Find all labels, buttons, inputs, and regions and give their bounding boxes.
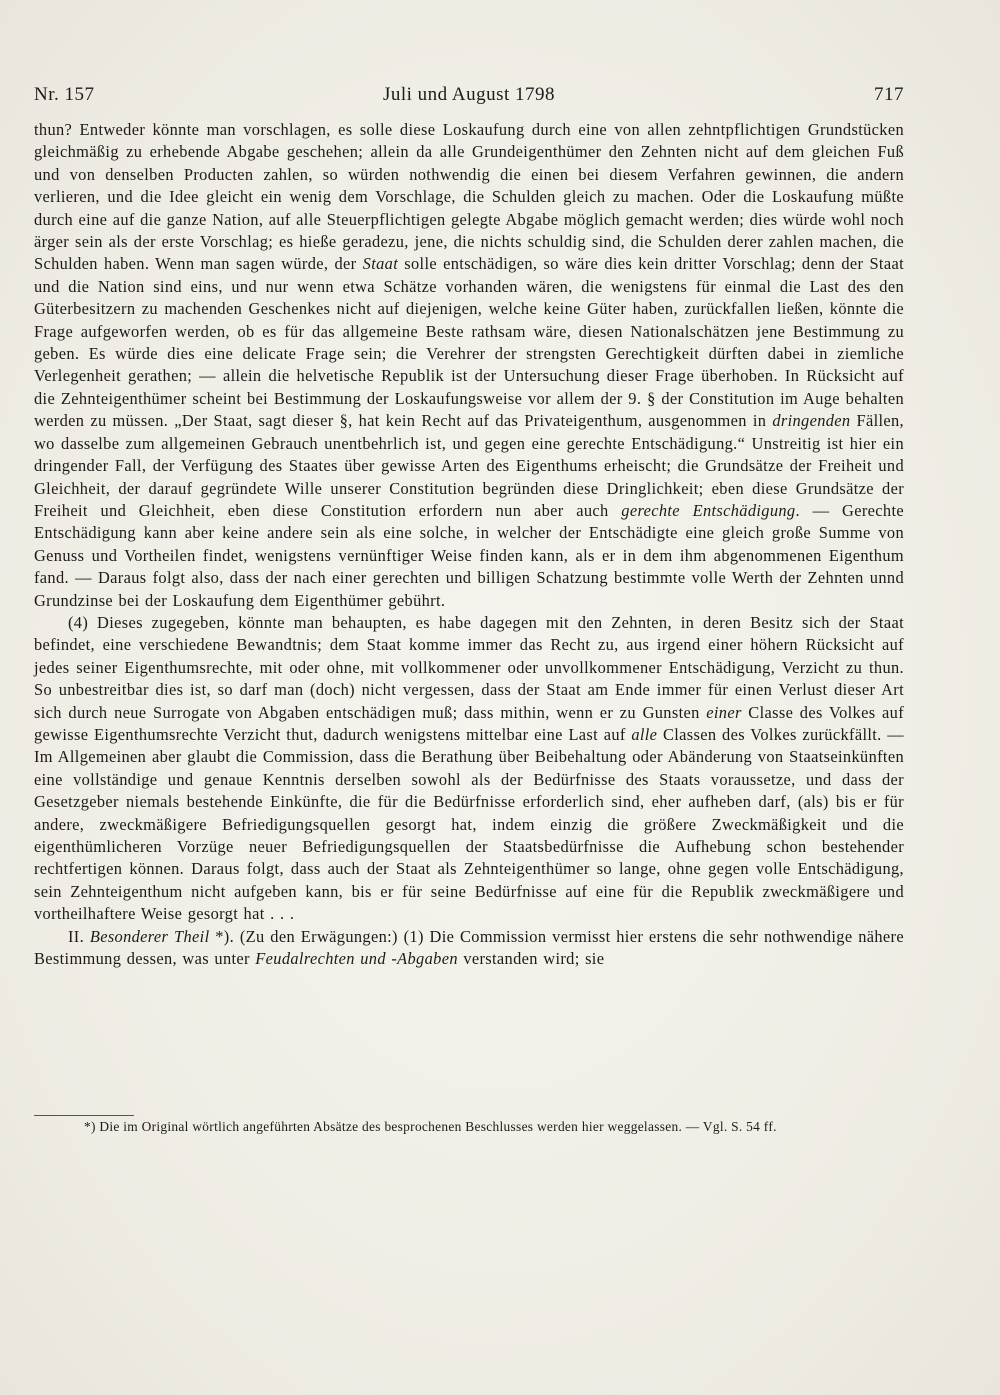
text-run: Classen des Volkes zurückfällt. — Im Allgemeinen aber glaubt die Commission, dass die Berathung über Beibehaltung oder Abänderung von Staatseinkünften eine vollständige und genaue Kenntnis derselben sowohl als der Bedürfnisse des Staats voraussetze, und dass der Gesetzgeber niemals bestehende Einkünfte, die für die Bedürfnisse erforderlich sind, eher aufheben darf, (als) bis er für andere, zweckmäßigere Befriedigungsquellen gesorgt hat, indem einzig die größere Zweckmäßigkeit und die eigenthümlicheren Vorzüge neuer Befriedigungsquellen der Staatsbedürfnisse die Aufhebung schon bestehender rechtfertigen können. Daraus folgt, dass auch der Staat als Zehnteigenthümer so lange, ohne gegen volle Entschädigung, sein Zehnteigenthum nicht aufgeben kann, bis er für seine Bedürfnisse auf eine für die Republik zweckmäßigere und vortheilhaftere Weise gesorgt hat . . . (34, 724, 904, 924)
document-number: Nr. 157 (34, 84, 95, 105)
italic-text: Feudalrechten und -Abgaben (255, 949, 458, 969)
italic-text: Besonderer Theil (89, 926, 210, 946)
italic-text: alle (631, 724, 658, 744)
header-date: Juli und August 1798 (382, 84, 556, 105)
paragraph (34, 926, 904, 971)
text-run: thun? Entweder könnte man vorschlagen, es solle diese Loskaufung durch eine von allen zehntpflichtigen Grundstücken gleichmäßig zu erhebende Abgabe geschehen; allein da alle Grundeigenthümer den Zehnten nicht auf dem gleichen Fuß und von denselben Producten zahlen, so würden nothwendig die einen bei diesem Verfahren gewinnen, die andern verlieren, und die Idee gleicht ein wenig dem Vorschlage, die Schulden gleich zu machen. Oder die Loskaufung müßte durch eine auf die ganze Nation, auf alle Steuerpflichtigen gelegte Abgabe möglich gemacht werden; dies würde wohl noch ärger sein als der erste Vorschlag; es hieße geradezu, jene, die nichts schuldig sind, die Schulden derer zahlen machen, die Schulden haben. Wenn man sagen würde, der (34, 120, 904, 274)
italic-text: gerechte Entschädigung (621, 500, 796, 520)
text-run: *). (Zu den Erwägungen:) (1) Die Commission vermisst hier erstens die sehr nothwendige nähere Bestimmung dessen, was unter (34, 926, 904, 969)
footnote-rule (34, 1115, 134, 1116)
page-number: 717 (874, 84, 904, 105)
text-run: Classe des Volkes auf gewisse Eigenthumsrechte Verzicht thut, dadurch wenigstens mittelbar eine Last auf (34, 702, 904, 744)
italic-text: dringenden (772, 411, 851, 431)
paragraph (34, 119, 904, 612)
body-text (34, 119, 904, 970)
footnote-text: *) Die im Original wörtlich angeführten Absätze des besprochenen Beschlusses werden hier weggelassen. — Vgl. S. 54 ff. (84, 1119, 777, 1134)
paragraph (34, 612, 904, 926)
text-run: II. (68, 926, 90, 946)
italic-text: einer (706, 702, 742, 722)
running-header (34, 84, 904, 110)
text-run: (4) Dieses zugegeben, könnte man behaupten, es habe dagegen mit den Zehnten, in deren Besitz sich der Staat befindet, eine verschiedene Bewandtnis; dem Staat komme immer das Recht zu, aus irgend einer höhern Rücksicht auf jedes seiner Eigenthumsrechte, mit oder ohne, mit vollkommener oder unvollkommener Entschädigung, Verzicht zu thun. So unbestreitbar dies ist, so darf man (doch) nicht vergessen, dass der Staat am Ende immer für einen Verlust dieser Art sich durch neue Surrogate von Abgaben entschädigen muß; dass mithin, wenn er zu Gunsten (34, 612, 904, 722)
text-run: verstanden wird; sie (457, 949, 605, 969)
text-run: solle entschädigen, so wäre dies kein dritter Vorschlag; denn der Staat und die Nation sind eins, und nur wenn etwa Schätze vorhanden wären, die wenigstens für einmal die Last des den Güterbesitzern zu machenden Geschenkes nicht auf diejenigen, welche keine Güter haben, zurückfallen ließen, könnte die Frage aufgeworfen werden, ob es für das allgemeine Beste rathsam wäre, diesen Nationalschätzen jene Bestimmung zu geben. Es würde dies eine delicate Frage sein; die Verehrer der strengsten Gerechtigkeit dürften dabei in ziemliche Verlegenheit gerathen; — allein die helvetische Republik ist der Untersuchung dieser Frage überhoben. In Rücksicht auf die Zehnteigenthümer scheint bei Bestimmung der Loskaufungsweise vor allem der 9. § der Constitution im Auge behalten werden zu müssen. „Der Staat, sagt dieser §, hat kein Recht auf das Privateigenthum, ausgenommen in (34, 254, 904, 431)
text-run: . — Gerechte Entschädigung kann aber keine andere sein als eine solche, in welcher der Entschädigte eine gleich große Summe von Genuss und Vortheilen findet, wenigstens vernünftiger Weise finden kann, als er in dem ihm abgenommenen Eigenthum fand. — Daraus folgt also, dass der nach einer gerechten und billigen Schatzung bestimmte volle Werth der Zehnten unnd Grundzinse bei der Loskaufung dem Eigenthümer gebührt. (34, 500, 904, 610)
italic-text: Staat (362, 254, 399, 274)
text-run: Fällen, wo dasselbe zum allgemeinen Gebrauch unentbehrlich ist, und gegen eine gerechte Entschädigung.“ Unstreitig ist hier ein dringender Fall, der Verfügung des Staates über gewisse Arten des Eigenthums erheischt; die Grundsätze der Freiheit und Gleichheit, der darauf gegründete Wille unserer Constitution begründen diese Dringlichkeit; eben diese Grundsätze der Freiheit und Gleichheit, eben diese Constitution erfordern nun aber auch (34, 411, 905, 520)
footnote (34, 1117, 904, 1137)
